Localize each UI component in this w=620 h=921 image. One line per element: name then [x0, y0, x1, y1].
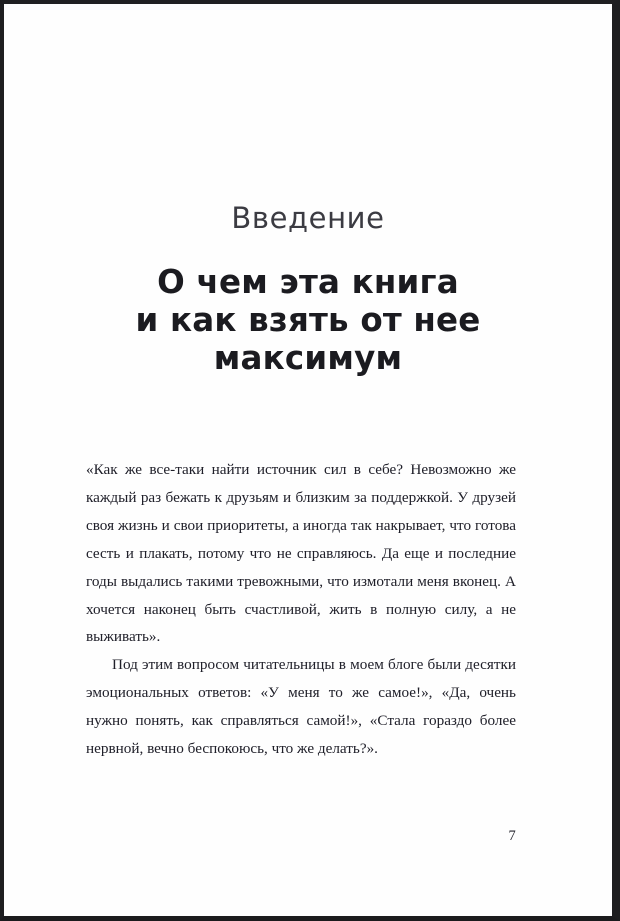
page-title — [4, 233, 612, 377]
page-title-line-2: и как взять от нее — [135, 301, 481, 339]
body-paragraph-2: Под этим вопросом читательницы в моем блоге были десятки эмоциональных ответов: «У меня то же самое!», «Да, очень нужно понять, как справляться самой!», «Стала гораздо более нервной, вечно беспокоюсь, что же делать?». — [86, 656, 516, 758]
body-text — [86, 456, 516, 763]
page-number: 7 — [508, 828, 516, 844]
page-title-line-3: максимум — [213, 339, 403, 377]
chapter-eyebrow: Введение — [231, 201, 385, 235]
page-title-line-1: О чем эта книга — [157, 263, 459, 301]
page-surface — [4, 4, 612, 916]
body-paragraph-1: «Как же все-таки найти источник сил в себе? Невозможно же каждый раз бежать к друзьям и близким за поддержкой. У друзей своя жизнь и свои приоритеты, а иногда так накрывает, что готова сесть и плакать, потому что не справляюсь. Да еще и последние годы выдались такими тревожными, что измотали меня вконец. А хочется наконец быть счастливой, жить в полную силу, а не выживать». — [86, 461, 516, 646]
chapter-heading-block — [4, 201, 612, 377]
